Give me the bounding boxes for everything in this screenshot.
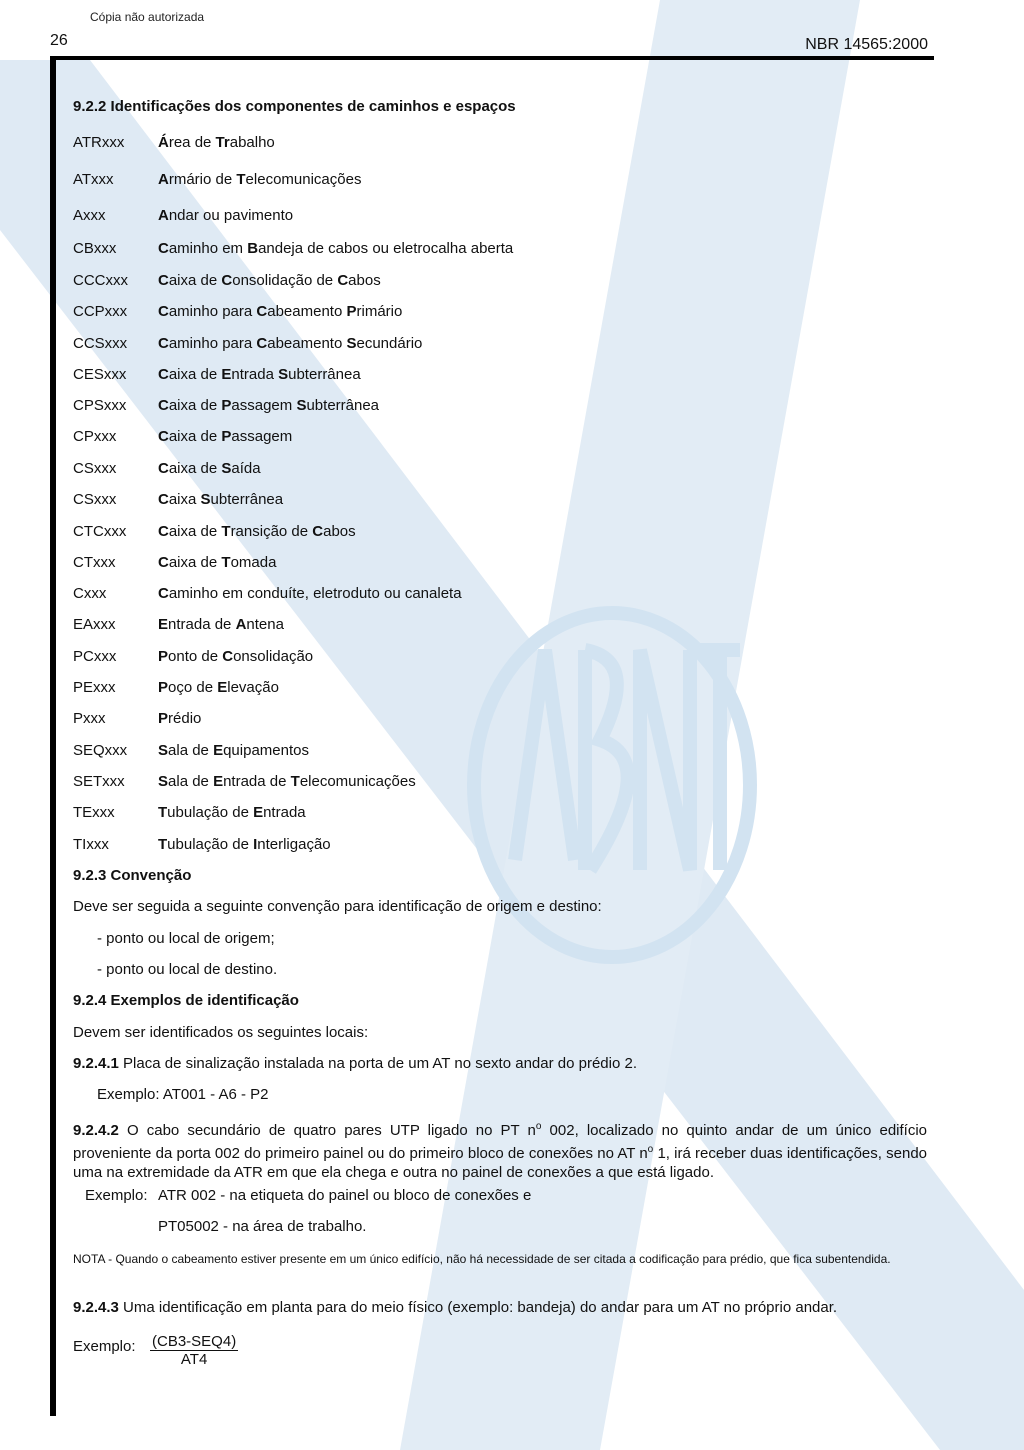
description-segment: elecomunicações xyxy=(245,171,362,188)
item-description xyxy=(158,335,422,352)
item-description xyxy=(158,134,275,151)
superscript: o xyxy=(647,1144,654,1155)
fraction-denominator: AT4 xyxy=(180,1351,208,1368)
description-segment: C xyxy=(158,585,169,602)
description-segment: assagem xyxy=(231,428,293,445)
margin-rule xyxy=(50,56,56,1416)
description-segment: nterligação xyxy=(257,836,331,853)
description-segment: quipamentos xyxy=(223,742,309,759)
description-segment: ala de xyxy=(168,773,214,790)
standard-code: NBR 14565:2000 xyxy=(805,36,928,53)
description-segment: A xyxy=(158,171,169,188)
description-segment: C xyxy=(158,366,169,383)
description-segment: ntrada de xyxy=(168,616,236,633)
description-segment: A xyxy=(235,616,247,633)
item-code: Cxxx xyxy=(73,585,107,602)
example-label-9242: Exemplo: xyxy=(85,1187,148,1204)
description-segment: levação xyxy=(227,679,279,696)
description-segment: P xyxy=(221,428,232,445)
description-segment: abeamento xyxy=(267,335,347,352)
section-heading: 9.2.2 Identificações dos componentes de caminhos e espaços xyxy=(73,98,516,115)
description-segment: E xyxy=(213,773,224,790)
description-segment: ntena xyxy=(246,616,284,633)
paragraph-9243 xyxy=(73,1299,837,1316)
description-segment: C xyxy=(158,272,169,289)
item-code: CBxxx xyxy=(73,240,117,257)
description-segment: S xyxy=(200,491,211,508)
item-code: ATRxxx xyxy=(73,134,125,151)
description-segment: abeamento xyxy=(267,303,347,320)
description-segment: ntrada xyxy=(263,804,306,821)
description-segment: ala de xyxy=(168,742,214,759)
item-description xyxy=(158,272,381,289)
description-segment: C xyxy=(256,303,268,320)
clause-number: 9.2.4.1 xyxy=(73,1055,119,1072)
description-segment: P xyxy=(158,648,169,665)
item-description xyxy=(158,742,309,759)
item-code: PExxx xyxy=(73,679,116,696)
description-segment: S xyxy=(296,397,307,414)
item-code: Axxx xyxy=(73,207,106,224)
description-segment: P xyxy=(158,679,169,696)
description-segment: rimário xyxy=(356,303,403,320)
description-segment: aminho para xyxy=(168,335,257,352)
description-segment: C xyxy=(158,303,169,320)
header-rule xyxy=(52,56,934,60)
item-description xyxy=(158,616,284,633)
description-segment: ntrada xyxy=(231,366,279,383)
item-code: CSxxx xyxy=(73,460,117,477)
description-segment: ransição de xyxy=(230,523,313,540)
item-description xyxy=(158,554,276,571)
item-description xyxy=(158,679,279,696)
description-segment: andeja de cabos ou eletrocalha aberta xyxy=(258,240,514,257)
item-description xyxy=(158,648,313,665)
item-code: CTxxx xyxy=(73,554,116,571)
item-description xyxy=(158,240,513,257)
item-description xyxy=(158,397,379,414)
item-code: Pxxx xyxy=(73,710,106,727)
description-segment: S xyxy=(346,335,357,352)
description-segment: E xyxy=(217,679,228,696)
section-heading: 9.2.4 Exemplos de identificação xyxy=(73,992,299,1009)
description-segment: S xyxy=(158,773,169,790)
fraction xyxy=(150,1333,238,1368)
item-description xyxy=(158,303,402,320)
description-segment: aixa xyxy=(168,491,201,508)
description-segment: C xyxy=(158,523,169,540)
item-code: CTCxxx xyxy=(73,523,127,540)
description-segment: C xyxy=(158,240,169,257)
description-segment: aixa de xyxy=(168,460,222,477)
convention-bullet-origin: - ponto ou local de origem; xyxy=(97,930,275,947)
superscript: o xyxy=(535,1121,542,1132)
description-segment: E xyxy=(158,616,169,633)
paragraph-9242 xyxy=(73,1117,927,1182)
item-code: EAxxx xyxy=(73,616,116,633)
item-code: CCSxxx xyxy=(73,335,128,352)
item-code: CPxxx xyxy=(73,428,117,445)
description-segment: Tr xyxy=(215,134,230,151)
description-segment: ecundário xyxy=(356,335,423,352)
section-923-heading xyxy=(73,867,191,884)
item-description xyxy=(158,523,356,540)
section-924-heading xyxy=(73,992,299,1009)
item-code: SETxxx xyxy=(73,773,125,790)
description-segment: C xyxy=(158,428,169,445)
item-description xyxy=(158,366,361,383)
description-segment: ndar ou pavimento xyxy=(168,207,294,224)
description-segment: rmário de xyxy=(168,171,237,188)
item-description xyxy=(158,428,292,445)
clause-text: Placa de sinalização instalada na porta de um AT no sexto andar do prédio 2. xyxy=(118,1055,637,1072)
description-segment: onsolidação xyxy=(233,648,314,665)
description-segment: C xyxy=(312,523,324,540)
item-description xyxy=(158,836,331,853)
description-segment: aixa de xyxy=(168,523,222,540)
description-segment: aminho em conduíte, eletroduto ou canaleta xyxy=(168,585,462,602)
description-segment: abalho xyxy=(229,134,275,151)
description-segment: rédio xyxy=(168,710,202,727)
item-code: TExxx xyxy=(73,804,115,821)
description-segment: E xyxy=(221,366,232,383)
description-segment: abos xyxy=(348,272,381,289)
description-segment: P xyxy=(221,397,232,414)
description-segment: C xyxy=(158,554,169,571)
item-description xyxy=(158,804,306,821)
description-segment: omada xyxy=(230,554,277,571)
description-segment: T xyxy=(221,554,231,571)
description-segment: aixa de xyxy=(168,397,222,414)
description-segment: P xyxy=(158,710,169,727)
convention-intro: Deve ser seguida a seguinte convenção para identificação de origem e destino: xyxy=(73,898,602,915)
description-segment: C xyxy=(158,491,169,508)
item-code: CSxxx xyxy=(73,491,117,508)
description-segment: C xyxy=(337,272,349,289)
item-description xyxy=(158,773,416,790)
item-description xyxy=(158,171,361,188)
description-segment: aminho para xyxy=(168,303,257,320)
clause-text: 002, localizado no quinto andar de um único edifício proveniente da porta 002 do primeiro painel ou do primeiro bloco de conexões no AT n xyxy=(73,1122,928,1162)
description-segment: T xyxy=(290,773,300,790)
item-code: TIxxx xyxy=(73,836,109,853)
description-segment: ubterrânea xyxy=(306,397,380,414)
section-922-heading xyxy=(73,98,516,115)
description-segment: Á xyxy=(158,134,169,151)
description-segment: E xyxy=(213,742,224,759)
description-segment: A xyxy=(158,207,169,224)
description-segment: B xyxy=(247,240,259,257)
item-code: SEQxxx xyxy=(73,742,128,759)
description-segment: T xyxy=(221,523,231,540)
clause-text: Uma identificação em planta para do meio físico (exemplo: bandeja) do andar para um AT no próprio andar. xyxy=(118,1299,838,1316)
item-description xyxy=(158,460,261,477)
example-9242-line2: PT05002 - na área de trabalho. xyxy=(158,1218,367,1235)
page-number: 26 xyxy=(50,32,68,49)
description-segment: C xyxy=(158,397,169,414)
description-segment: onto de xyxy=(168,648,223,665)
description-segment: C xyxy=(158,335,169,352)
description-segment: aixa de xyxy=(168,554,222,571)
description-segment: C xyxy=(256,335,268,352)
item-code: PCxxx xyxy=(73,648,117,665)
description-segment: T xyxy=(158,804,168,821)
description-segment: C xyxy=(221,272,233,289)
section-heading: 9.2.3 Convenção xyxy=(73,867,192,884)
description-segment: S xyxy=(158,742,169,759)
description-segment: oço de xyxy=(168,679,218,696)
description-segment: rea de xyxy=(168,134,216,151)
description-segment: ubulação de xyxy=(167,804,254,821)
description-segment: aixa de xyxy=(168,428,222,445)
description-segment: aixa de xyxy=(168,366,222,383)
description-segment: ubterrânea xyxy=(210,491,284,508)
description-segment: S xyxy=(221,460,232,477)
item-code: CESxxx xyxy=(73,366,127,383)
example-9241: Exemplo: AT001 - A6 - P2 xyxy=(97,1086,269,1103)
description-segment: abos xyxy=(323,523,356,540)
item-description xyxy=(158,207,293,224)
description-segment: C xyxy=(222,648,234,665)
description-segment: T xyxy=(236,171,246,188)
clause-text: 1, irá receber duas identificações, sendo uma na extremidade da ATR em que ela chega e outra no painel de conexões a que está ligado. xyxy=(73,1145,928,1181)
description-segment: elecomunicações xyxy=(299,773,416,790)
description-segment: onsolidação de xyxy=(232,272,338,289)
clause-number: 9.2.4.3 xyxy=(73,1299,119,1316)
clause-text: O cabo secundário de quatro pares UTP ligado no PT n xyxy=(118,1122,536,1139)
description-segment: aminho em xyxy=(168,240,248,257)
paragraph-9241 xyxy=(73,1055,637,1072)
description-segment: aixa de xyxy=(168,272,222,289)
description-segment: I xyxy=(253,836,258,853)
description-segment: T xyxy=(158,836,168,853)
description-segment: aída xyxy=(231,460,261,477)
example-label-9243: Exemplo: xyxy=(73,1338,136,1355)
item-code: CPSxxx xyxy=(73,397,127,414)
convention-bullet-destination: - ponto ou local de destino. xyxy=(97,961,278,978)
description-segment: ubulação de xyxy=(167,836,254,853)
description-segment: E xyxy=(253,804,264,821)
fraction-numerator: (CB3-SEQ4) xyxy=(152,1333,237,1350)
item-description xyxy=(158,585,462,602)
item-code: CCPxxx xyxy=(73,303,128,320)
item-code: CCCxxx xyxy=(73,272,128,289)
description-segment: ntrada de xyxy=(223,773,291,790)
unauthorized-copy-notice: Cópia não autorizada xyxy=(90,10,205,24)
clause-number: 9.2.4.2 xyxy=(73,1122,119,1139)
item-code: ATxxx xyxy=(73,171,114,188)
example-9242-line1: ATR 002 - na etiqueta do painel ou bloco de conexões e xyxy=(158,1187,532,1204)
description-segment: assagem xyxy=(231,397,297,414)
description-segment: P xyxy=(346,303,357,320)
item-description xyxy=(158,710,201,727)
description-segment: S xyxy=(278,366,289,383)
item-description xyxy=(158,491,283,508)
examples-intro: Devem ser identificados os seguintes locais: xyxy=(73,1024,369,1041)
description-segment: C xyxy=(158,460,169,477)
note: NOTA - Quando o cabeamento estiver presente em um único edifício, não há necessidade de ser citada a codificação para prédio, que fica subentendida. xyxy=(73,1252,891,1266)
description-segment: ubterrânea xyxy=(288,366,361,383)
